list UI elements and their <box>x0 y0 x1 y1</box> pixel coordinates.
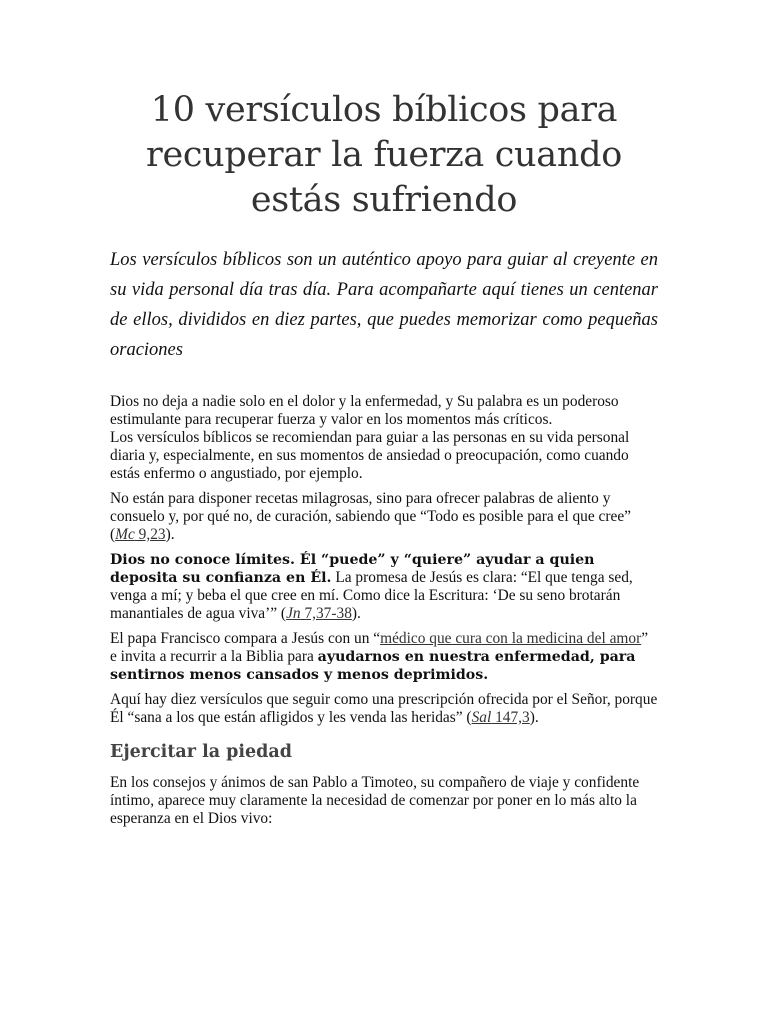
section-paragraph-1: En los consejos y ánimos de san Pablo a Timoteo, su compañero de viaje y confidente íntimo, aparece muy claramente la necesidad de comenzar por poner en lo más alto la esperanza en el Dios vivo: <box>110 774 640 827</box>
article-lead: Los versículos bíblicos son un auténtico apoyo para guiar al creyente en su vida personal día tras día. Para acompañarte aquí tienes un centenar de ellos, divididos en diez partes, que puedes memorizar como pequeñas oraciones <box>110 250 658 360</box>
ref-link-mc[interactable] <box>115 526 165 543</box>
ref-link-jn[interactable] <box>286 605 352 622</box>
paragraph-4-bold: Dios no conoce límites. Él “puede” y “quiere” ayudar a quien deposita su confianza en Él. <box>110 552 595 586</box>
paragraph-4-text: La promesa de Jesús es clara: “El que tenga sed, venga a mí; y beba el que cree en mí. Como dice la Escritura: ‘De su seno brotarán manantiales de agua viva’” ( <box>110 569 633 622</box>
section-heading: Ejercitar la piedad <box>110 742 292 762</box>
medicine-of-love-link[interactable]: médico que cura con la medicina del amor <box>380 630 642 647</box>
paragraph-3-end: ). <box>165 526 175 543</box>
paragraph-5 <box>110 630 658 684</box>
paragraph-4-end: ). <box>351 605 361 622</box>
ref-book-mc: Mc <box>115 526 135 543</box>
ref-verse-jn: 7,37-38 <box>300 605 352 622</box>
paragraph-5-text-1: El papa Francisco compara a Jesús con un “ <box>110 630 381 647</box>
ref-link-sal[interactable] <box>472 709 530 726</box>
article <box>110 88 658 835</box>
paragraph-5-bold: ayudarnos en nuestra enfermedad, para sentirnos menos cansados y menos deprimidos. <box>110 649 636 683</box>
paragraph-6-end: ). <box>529 709 539 726</box>
paragraph-4 <box>110 551 658 623</box>
paragraph-5-text-2: ” e invita a recurrir a la Biblia para <box>110 630 649 665</box>
article-title: 10 versículos bíblicos para recuperar la fuerza cuando estás sufriendo <box>146 90 622 220</box>
ref-book-jn: Jn <box>286 605 301 622</box>
ref-verse-mc: 9,23 <box>134 526 166 543</box>
ref-book-sal: Sal <box>471 709 492 726</box>
paragraph-6-text: Aquí hay diez versículos que seguir como una prescripción ofrecida por el Señor, porque Él “sana a los que están afligidos y les venda las heridas” ( <box>110 691 658 726</box>
paragraph-3-text: No están para disponer recetas milagrosas, sino para ofrecer palabras de aliento y consuelo y, por qué no, de curación, sabiendo que “Todo es posible para el que cree” ( <box>110 490 632 543</box>
paragraph-2: Los versículos bíblicos se recomiendan para guiar a las personas en su vida personal diaria y, especialmente, en sus momentos de ansiedad o preocupación, como cuando estás enfermo o angustiado, por ejemplo. <box>110 429 630 482</box>
paragraph-6 <box>110 691 658 727</box>
ref-verse-sal: 147,3 <box>491 709 530 726</box>
paragraph-3 <box>110 490 658 544</box>
paragraph-1: Dios no deja a nadie solo en el dolor y la enfermedad, y Su palabra es un poderoso estimulante para recuperar fuerza y valor en los momentos más críticos. <box>110 393 619 428</box>
